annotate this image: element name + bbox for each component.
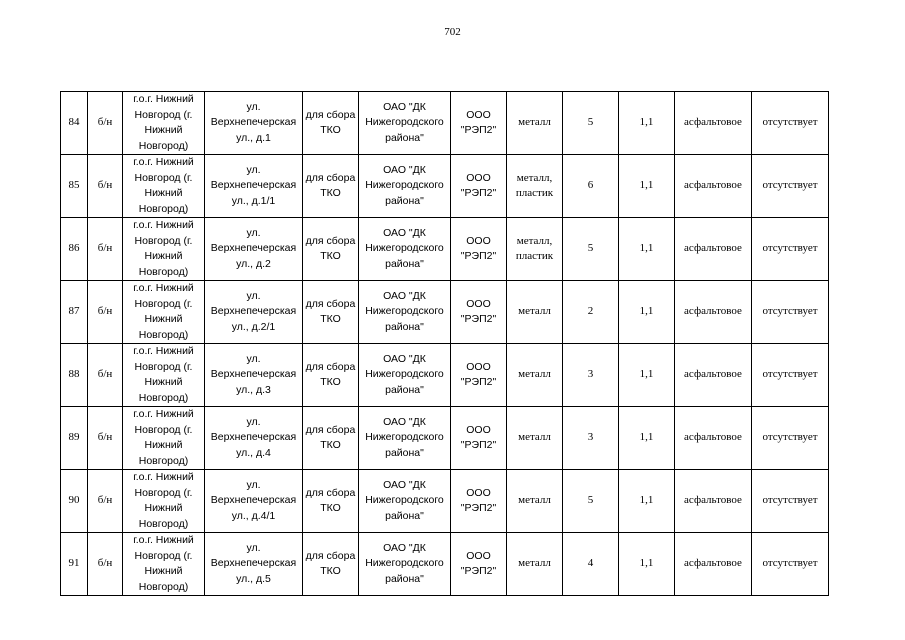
- address-cell-text: ул. Верхнепечерская ул., д.4: [210, 415, 297, 459]
- fence-cell: [752, 218, 829, 281]
- purpose-cell: [303, 533, 359, 596]
- table-row: [61, 470, 829, 533]
- container-volume-cell: [619, 407, 675, 470]
- row-number-cell-text: 86: [68, 242, 80, 255]
- purpose-cell-text: для сбора ТКО: [305, 297, 356, 325]
- operator-cell-text: ООО "РЭП2": [460, 549, 497, 577]
- operator-cell-text: ООО "РЭП2": [460, 171, 497, 199]
- surface-type-cell-text: асфальтовое: [684, 557, 742, 570]
- owner-cell: [359, 92, 451, 155]
- container-volume-cell-text: 1,1: [639, 305, 654, 318]
- address-cell: [205, 155, 303, 218]
- purpose-cell: [303, 344, 359, 407]
- purpose-cell-text: для сбора ТКО: [305, 108, 356, 136]
- registration-number-cell: [88, 344, 123, 407]
- surface-type-cell-text: асфальтовое: [684, 431, 742, 444]
- address-cell-text: ул. Верхнепечерская ул., д.5: [210, 541, 297, 585]
- owner-cell: [359, 344, 451, 407]
- purpose-cell-text: для сбора ТКО: [305, 423, 356, 451]
- municipality-cell-text: г.о.г. Нижний Новгород (г. Нижний Новгород): [133, 471, 194, 530]
- material-cell-text: металл: [518, 305, 551, 318]
- container-volume-cell-text: 1,1: [639, 494, 654, 507]
- container-volume-cell: [619, 533, 675, 596]
- registration-number-cell: [88, 218, 123, 281]
- registration-number-cell: [88, 92, 123, 155]
- purpose-cell: [303, 218, 359, 281]
- operator-cell: [451, 218, 507, 281]
- surface-type-cell-text: асфальтовое: [684, 368, 742, 381]
- table-row: [61, 344, 829, 407]
- address-cell-text: ул. Верхнепечерская ул., д.2: [210, 226, 297, 270]
- row-number-cell: [61, 155, 88, 218]
- address-cell-text: ул. Верхнепечерская ул., д.2/1: [210, 289, 297, 333]
- container-volume-cell-text: 1,1: [639, 179, 654, 192]
- municipality-cell-text: г.о.г. Нижний Новгород (г. Нижний Новгород): [133, 408, 194, 467]
- surface-type-cell-text: асфальтовое: [684, 179, 742, 192]
- owner-cell: [359, 281, 451, 344]
- registration-number-cell: [88, 281, 123, 344]
- owner-cell-text: ОАО "ДК Нижегородского района": [365, 226, 444, 270]
- address-cell: [205, 344, 303, 407]
- municipality-cell: [123, 533, 205, 596]
- municipality-cell: [123, 470, 205, 533]
- registration-number-cell: [88, 407, 123, 470]
- fence-cell-text: отсутствует: [762, 179, 818, 192]
- operator-cell-text: ООО "РЭП2": [460, 486, 497, 514]
- operator-cell: [451, 344, 507, 407]
- owner-cell-text: ОАО "ДК Нижегородского района": [365, 163, 444, 207]
- fence-cell: [752, 407, 829, 470]
- operator-cell: [451, 155, 507, 218]
- operator-cell: [451, 407, 507, 470]
- container-count-cell-text: 5: [587, 116, 594, 129]
- row-number-cell: [61, 281, 88, 344]
- registration-number-cell: [88, 470, 123, 533]
- container-count-cell: [563, 344, 619, 407]
- registration-number-cell-text: б/н: [97, 557, 113, 570]
- owner-cell: [359, 218, 451, 281]
- fence-cell-text: отсутствует: [762, 368, 818, 381]
- municipality-cell: [123, 218, 205, 281]
- row-number-cell-text: 84: [68, 116, 80, 129]
- registration-number-cell: [88, 155, 123, 218]
- purpose-cell: [303, 281, 359, 344]
- fence-cell-text: отсутствует: [762, 494, 818, 507]
- container-count-cell: [563, 533, 619, 596]
- surface-type-cell: [675, 407, 752, 470]
- surface-type-cell: [675, 218, 752, 281]
- address-cell: [205, 218, 303, 281]
- address-cell-text: ул. Верхнепечерская ул., д.1: [210, 100, 297, 144]
- surface-type-cell: [675, 155, 752, 218]
- material-cell: [507, 344, 563, 407]
- fence-cell-text: отсутствует: [762, 242, 818, 255]
- container-volume-cell-text: 1,1: [639, 116, 654, 129]
- fence-cell: [752, 533, 829, 596]
- operator-cell-text: ООО "РЭП2": [460, 234, 497, 262]
- container-count-cell: [563, 218, 619, 281]
- material-cell: [507, 470, 563, 533]
- owner-cell-text: ОАО "ДК Нижегородского района": [365, 478, 444, 522]
- material-cell: [507, 281, 563, 344]
- address-cell: [205, 533, 303, 596]
- address-cell: [205, 92, 303, 155]
- row-number-cell: [61, 344, 88, 407]
- surface-type-cell-text: асфальтовое: [684, 494, 742, 507]
- container-volume-cell: [619, 155, 675, 218]
- surface-type-cell: [675, 281, 752, 344]
- registration-number-cell-text: б/н: [97, 116, 113, 129]
- operator-cell-text: ООО "РЭП2": [460, 297, 497, 325]
- municipality-cell: [123, 281, 205, 344]
- surface-type-cell-text: асфальтовое: [684, 242, 742, 255]
- container-count-cell: [563, 155, 619, 218]
- container-count-cell: [563, 281, 619, 344]
- material-cell-text: металл: [518, 116, 551, 129]
- table-row: [61, 281, 829, 344]
- fence-cell: [752, 470, 829, 533]
- fence-cell-text: отсутствует: [762, 557, 818, 570]
- material-cell-text: металл, пластик: [515, 171, 554, 199]
- purpose-cell-text: для сбора ТКО: [305, 360, 356, 388]
- row-number-cell: [61, 92, 88, 155]
- material-cell-text: металл: [518, 557, 551, 570]
- municipality-cell: [123, 344, 205, 407]
- owner-cell-text: ОАО "ДК Нижегородского района": [365, 289, 444, 333]
- operator-cell-text: ООО "РЭП2": [460, 360, 497, 388]
- material-cell-text: металл: [518, 431, 551, 444]
- registration-number-cell-text: б/н: [97, 368, 113, 381]
- municipality-cell-text: г.о.г. Нижний Новгород (г. Нижний Новгород): [133, 534, 194, 593]
- address-cell-text: ул. Верхнепечерская ул., д.4/1: [210, 478, 297, 522]
- purpose-cell: [303, 407, 359, 470]
- operator-cell: [451, 533, 507, 596]
- owner-cell-text: ОАО "ДК Нижегородского района": [365, 415, 444, 459]
- container-volume-cell: [619, 344, 675, 407]
- row-number-cell-text: 85: [68, 179, 80, 192]
- owner-cell: [359, 470, 451, 533]
- surface-type-cell: [675, 344, 752, 407]
- address-cell: [205, 407, 303, 470]
- container-volume-cell-text: 1,1: [639, 242, 654, 255]
- page-number: 702: [444, 26, 461, 38]
- municipality-cell-text: г.о.г. Нижний Новгород (г. Нижний Новгород): [133, 219, 194, 278]
- purpose-cell-text: для сбора ТКО: [305, 171, 356, 199]
- address-cell: [205, 281, 303, 344]
- row-number-cell-text: 89: [68, 431, 80, 444]
- container-volume-cell-text: 1,1: [639, 431, 654, 444]
- address-cell: [205, 470, 303, 533]
- material-cell-text: металл: [518, 494, 551, 507]
- container-volume-cell-text: 1,1: [639, 557, 654, 570]
- row-number-cell-text: 90: [68, 494, 80, 507]
- material-cell: [507, 533, 563, 596]
- registration-number-cell-text: б/н: [97, 494, 113, 507]
- row-number-cell-text: 87: [68, 305, 80, 318]
- purpose-cell-text: для сбора ТКО: [305, 549, 356, 577]
- operator-cell-text: ООО "РЭП2": [460, 108, 497, 136]
- table-row: [61, 92, 829, 155]
- purpose-cell: [303, 92, 359, 155]
- container-volume-cell: [619, 470, 675, 533]
- fence-cell-text: отсутствует: [762, 305, 818, 318]
- container-count-cell-text: 3: [587, 431, 594, 444]
- registration-number-cell-text: б/н: [97, 179, 113, 192]
- municipality-cell-text: г.о.г. Нижний Новгород (г. Нижний Новгород): [133, 345, 194, 404]
- municipality-cell: [123, 155, 205, 218]
- fence-cell: [752, 344, 829, 407]
- container-count-cell-text: 6: [587, 179, 594, 192]
- container-count-cell: [563, 470, 619, 533]
- surface-type-cell: [675, 533, 752, 596]
- purpose-cell: [303, 470, 359, 533]
- fence-cell: [752, 155, 829, 218]
- row-number-cell: [61, 533, 88, 596]
- municipality-cell-text: г.о.г. Нижний Новгород (г. Нижний Новгород): [133, 93, 194, 152]
- container-count-cell: [563, 92, 619, 155]
- municipality-cell-text: г.о.г. Нижний Новгород (г. Нижний Новгород): [133, 156, 194, 215]
- container-count-cell-text: 2: [587, 305, 594, 318]
- row-number-cell-text: 91: [68, 557, 80, 570]
- fence-cell: [752, 281, 829, 344]
- registry-table-body: [61, 92, 829, 596]
- material-cell: [507, 92, 563, 155]
- registration-number-cell-text: б/н: [97, 305, 113, 318]
- address-cell-text: ул. Верхнепечерская ул., д.3: [210, 352, 297, 396]
- owner-cell: [359, 407, 451, 470]
- owner-cell-text: ОАО "ДК Нижегородского района": [365, 541, 444, 585]
- owner-cell-text: ОАО "ДК Нижегородского района": [365, 100, 444, 144]
- owner-cell: [359, 155, 451, 218]
- material-cell: [507, 155, 563, 218]
- surface-type-cell: [675, 470, 752, 533]
- address-cell-text: ул. Верхнепечерская ул., д.1/1: [210, 163, 297, 207]
- operator-cell: [451, 92, 507, 155]
- operator-cell: [451, 281, 507, 344]
- surface-type-cell: [675, 92, 752, 155]
- container-volume-cell: [619, 281, 675, 344]
- container-count-cell-text: 5: [587, 494, 594, 507]
- container-count-cell: [563, 407, 619, 470]
- purpose-cell-text: для сбора ТКО: [305, 486, 356, 514]
- material-cell: [507, 407, 563, 470]
- container-volume-cell: [619, 92, 675, 155]
- container-volume-cell-text: 1,1: [639, 368, 654, 381]
- operator-cell: [451, 470, 507, 533]
- table-row: [61, 155, 829, 218]
- container-count-cell-text: 3: [587, 368, 594, 381]
- owner-cell-text: ОАО "ДК Нижегородского района": [365, 352, 444, 396]
- municipality-cell: [123, 92, 205, 155]
- registry-table: [60, 91, 829, 596]
- container-count-cell-text: 4: [587, 557, 594, 570]
- table-row: [61, 218, 829, 281]
- municipality-cell: [123, 407, 205, 470]
- fence-cell-text: отсутствует: [762, 431, 818, 444]
- registration-number-cell-text: б/н: [97, 242, 113, 255]
- row-number-cell: [61, 470, 88, 533]
- table-row: [61, 407, 829, 470]
- material-cell-text: металл: [518, 368, 551, 381]
- container-volume-cell: [619, 218, 675, 281]
- owner-cell: [359, 533, 451, 596]
- row-number-cell: [61, 218, 88, 281]
- registration-number-cell: [88, 533, 123, 596]
- container-count-cell-text: 5: [587, 242, 594, 255]
- purpose-cell-text: для сбора ТКО: [305, 234, 356, 262]
- material-cell-text: металл, пластик: [515, 234, 554, 262]
- row-number-cell: [61, 407, 88, 470]
- table-row: [61, 533, 829, 596]
- surface-type-cell-text: асфальтовое: [684, 116, 742, 129]
- municipality-cell-text: г.о.г. Нижний Новгород (г. Нижний Новгород): [133, 282, 194, 341]
- fence-cell: [752, 92, 829, 155]
- purpose-cell: [303, 155, 359, 218]
- surface-type-cell-text: асфальтовое: [684, 305, 742, 318]
- registration-number-cell-text: б/н: [97, 431, 113, 444]
- row-number-cell-text: 88: [68, 368, 80, 381]
- operator-cell-text: ООО "РЭП2": [460, 423, 497, 451]
- material-cell: [507, 218, 563, 281]
- fence-cell-text: отсутствует: [762, 116, 818, 129]
